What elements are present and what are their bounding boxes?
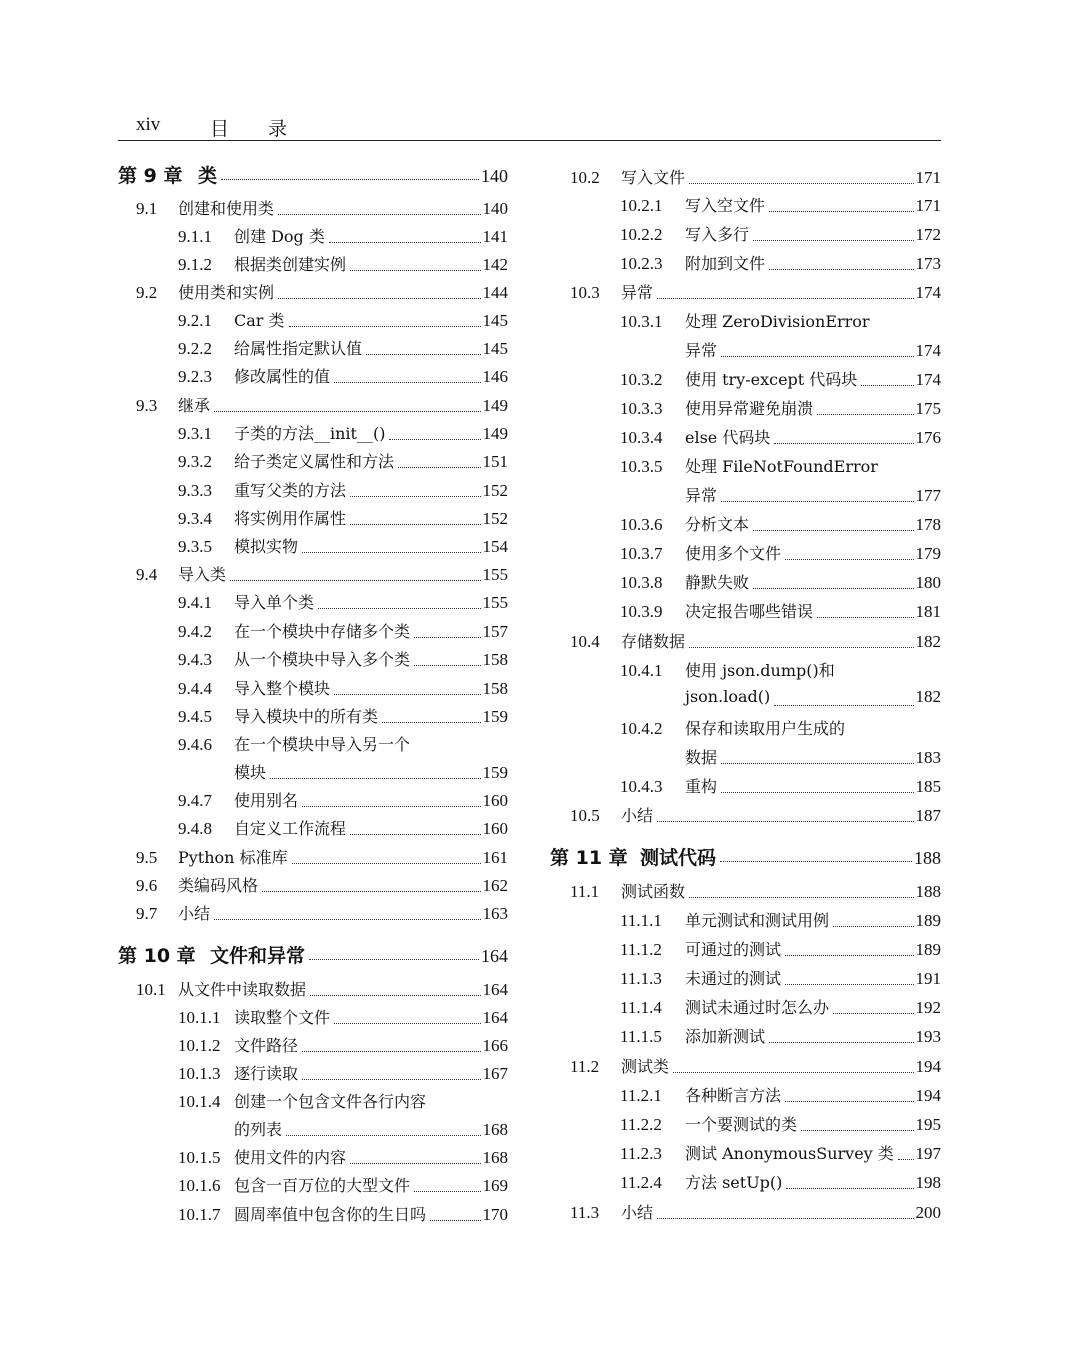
toc-page-number: 160 [482, 791, 508, 810]
toc-entry [620, 995, 941, 1023]
toc-title: 分析文本 [685, 515, 750, 534]
toc-number: 9.2.3 [178, 367, 212, 386]
toc-page-number: 154 [482, 537, 508, 556]
toc-number: 10.3 [570, 283, 600, 302]
dot-leader [801, 1129, 913, 1131]
toc-number: 10.3.1 [620, 312, 663, 331]
toc-title: 测试未通过时怎么办 [685, 998, 830, 1017]
toc-title: 未通过的测试 [685, 969, 782, 988]
toc-title: 保存和读取用户生成的 [685, 719, 846, 738]
toc-title: 使用文件的内容 [234, 1148, 347, 1167]
toc-title: 写入文件 [621, 168, 686, 187]
toc-page-number: 164 [481, 946, 508, 966]
toc-number: 10.3.9 [620, 602, 663, 621]
toc-entry [570, 879, 941, 907]
toc-number: 第 9 章 [118, 165, 183, 187]
toc-title: 继承 [178, 396, 211, 415]
toc-page-number: 145 [482, 339, 508, 358]
toc-entry [620, 512, 941, 540]
toc-title: 各种断言方法 [685, 1086, 782, 1105]
dot-leader [657, 1217, 913, 1219]
toc-number: 9.4.3 [178, 650, 212, 669]
toc-entry [620, 367, 941, 395]
toc-title: 读取整个文件 [234, 1008, 331, 1027]
toc-number: 11.1.5 [620, 1027, 662, 1046]
toc-page-number: 146 [482, 367, 508, 386]
dot-leader [785, 1100, 913, 1102]
toc-page-number: 155 [482, 565, 508, 584]
dot-leader [657, 297, 913, 299]
dot-leader [774, 704, 913, 706]
toc-title: Python 标准库 [178, 848, 288, 867]
toc-title: 重构 [685, 777, 718, 796]
toc-number: 10.5 [570, 806, 600, 825]
toc-page-number: 200 [915, 1203, 941, 1222]
toc-entry [620, 716, 941, 744]
toc-number: 11.1 [570, 882, 600, 901]
toc-entry [620, 570, 941, 598]
toc-number: 11.2.1 [620, 1086, 662, 1105]
toc-number: 9.4.4 [178, 679, 212, 698]
toc-page-number: 192 [915, 998, 941, 1017]
toc-title: 数据 [685, 748, 718, 767]
toc-page-number: 191 [915, 969, 941, 988]
toc-number: 9.2.2 [178, 339, 212, 358]
toc-page-number: 158 [482, 650, 508, 669]
toc-title: 异常 [685, 341, 718, 360]
toc-title: 文件路径 [234, 1036, 299, 1055]
toc-page-number: 160 [482, 819, 508, 838]
toc-title: Car 类 [234, 311, 285, 330]
toc-number: 9.4.1 [178, 593, 212, 612]
toc-number: 10.4.2 [620, 719, 663, 738]
toc-page-number: 193 [915, 1027, 941, 1046]
toc-number: 10.4.1 [620, 661, 663, 680]
toc-entry [620, 1170, 941, 1198]
toc-title: 类 [198, 165, 218, 187]
dot-leader [430, 1219, 480, 1221]
toc-page-number: 174 [915, 370, 941, 389]
dot-leader [769, 1041, 913, 1043]
toc-title: 使用异常避免崩溃 [685, 399, 814, 418]
toc-entry [620, 908, 941, 936]
page-number: xiv [136, 114, 161, 135]
toc-number: 11.1.4 [620, 998, 662, 1017]
toc-title: 测试函数 [621, 882, 686, 901]
toc-title: 圆周率值中包含你的生日吗 [234, 1205, 427, 1224]
toc-title: 小结 [621, 806, 654, 825]
toc-entry [620, 599, 941, 627]
header-title-char-2: 录 [268, 119, 288, 140]
toc-number: 9.3 [136, 396, 158, 415]
dot-leader [769, 268, 913, 270]
dot-leader [689, 646, 913, 648]
toc-page-number: 151 [482, 452, 508, 471]
toc-title: 测试 AnonymousSurvey 类 [685, 1144, 894, 1163]
dot-leader [833, 1012, 913, 1014]
toc-number: 9.6 [136, 876, 158, 895]
toc-number: 9.3.4 [178, 509, 212, 528]
toc-title: 类编码风格 [178, 876, 259, 895]
toc-chapter-entry [550, 843, 941, 871]
toc-title: 文件和异常 [210, 945, 306, 967]
toc-page-number: 167 [482, 1064, 508, 1083]
dot-leader [785, 983, 913, 985]
toc-title: 写入多行 [685, 225, 750, 244]
toc-page-number: 161 [482, 848, 508, 867]
toc-title: 存储数据 [621, 632, 686, 651]
toc-page-number: 169 [482, 1176, 508, 1195]
dot-leader [753, 587, 913, 589]
toc-page-number: 182 [915, 687, 941, 706]
dot-leader [774, 442, 913, 444]
toc-page-number: 164 [482, 1008, 508, 1027]
toc-page-number: 189 [915, 911, 941, 930]
toc-page-number: 194 [915, 1057, 941, 1076]
toc-page-number: 178 [915, 515, 941, 534]
dot-leader [833, 925, 913, 927]
dot-leader [721, 762, 913, 764]
toc-title: 可通过的测试 [685, 940, 782, 959]
toc-page-number: 188 [914, 848, 941, 868]
toc-page-number: 174 [915, 283, 941, 302]
toc-page-number: 177 [915, 486, 941, 505]
dot-leader [657, 820, 913, 822]
toc-title: 使用多个文件 [685, 544, 782, 563]
toc-entry [570, 165, 941, 193]
toc-number: 9.2 [136, 283, 158, 302]
toc-number: 11.1.1 [620, 911, 662, 930]
toc-entry [620, 1141, 941, 1169]
toc-entry [620, 425, 941, 453]
toc-page-number: 140 [482, 199, 508, 218]
toc-page-number: 163 [482, 904, 508, 923]
toc-title: 模拟实物 [234, 537, 299, 556]
toc-page-number: 194 [915, 1086, 941, 1105]
toc-page-number: 172 [915, 225, 941, 244]
toc-title: json.load() [685, 687, 771, 706]
toc-number: 10.1.2 [178, 1036, 221, 1055]
toc-title: 使用类和实例 [178, 283, 275, 302]
toc-entry [620, 658, 941, 686]
toc-number: 10.1.6 [178, 1176, 221, 1195]
toc-entry-continuation [685, 338, 941, 366]
toc-entry-continuation [685, 483, 941, 511]
toc-entry [620, 1083, 941, 1111]
toc-title: 测试代码 [640, 847, 717, 869]
toc-page-number: 141 [482, 227, 508, 246]
dot-leader [785, 954, 913, 956]
toc-number: 10.1.1 [178, 1008, 221, 1027]
toc-title: 附加到文件 [685, 254, 766, 273]
toc-title: 重写父类的方法 [234, 481, 347, 500]
toc-number: 9.4.5 [178, 707, 212, 726]
toc-entry [620, 309, 941, 337]
toc-title: 决定报告哪些错误 [685, 602, 814, 621]
toc-title: 添加新测试 [685, 1027, 766, 1046]
toc-page-number: 140 [481, 166, 508, 186]
toc-page-number: 168 [482, 1148, 508, 1167]
toc-entry [620, 541, 941, 569]
toc-number: 9.3.2 [178, 452, 212, 471]
toc-title: 根据类创建实例 [234, 255, 347, 274]
toc-number: 11.3 [570, 1203, 600, 1222]
toc-page-number: 182 [915, 632, 941, 651]
toc-page-number: 164 [482, 980, 508, 999]
toc-number: 10.3.7 [620, 544, 663, 563]
toc-title: 模块 [234, 763, 267, 782]
toc-number: 9.4.8 [178, 819, 212, 838]
toc-entry [620, 222, 941, 250]
toc-number: 10.3.4 [620, 428, 663, 447]
toc-title: 使用 json.dump()和 [685, 661, 835, 680]
dot-leader [689, 182, 913, 184]
toc-title: else 代码块 [685, 428, 771, 447]
toc-number: 9.2.1 [178, 311, 212, 330]
toc-number: 10.2.1 [620, 196, 663, 215]
toc-entry [620, 966, 941, 994]
toc-number: 10.2.3 [620, 254, 663, 273]
toc-number: 9.1 [136, 199, 158, 218]
toc-number: 11.2.2 [620, 1115, 662, 1134]
toc-page-number: 170 [482, 1205, 508, 1224]
toc-page-number: 185 [915, 777, 941, 796]
toc-title: 在一个模块中存储多个类 [234, 622, 411, 641]
toc-title: 导入整个模块 [234, 679, 331, 698]
toc-page-number: 158 [482, 679, 508, 698]
toc-page-number: 159 [482, 763, 508, 782]
dot-leader [753, 239, 913, 241]
toc-title: 创建 Dog 类 [234, 227, 325, 246]
toc-title: 小结 [621, 1203, 654, 1222]
toc-page-number: 174 [915, 341, 941, 360]
toc-title: 方法 setUp() [685, 1173, 783, 1192]
toc-number: 10.4 [570, 632, 600, 651]
toc-entry [570, 629, 941, 657]
toc-page-number: 179 [915, 544, 941, 563]
toc-entry [620, 454, 941, 482]
toc-title: 的列表 [234, 1120, 283, 1139]
dot-leader [414, 664, 480, 666]
toc-title: 处理 FileNotFoundError [685, 457, 878, 476]
toc-page-number: 166 [482, 1036, 508, 1055]
dot-leader [817, 616, 913, 618]
toc-number: 10.1.7 [178, 1205, 221, 1224]
toc-entry [620, 251, 941, 279]
toc-number: 9.1.1 [178, 227, 212, 246]
toc-number: 9.3.1 [178, 424, 212, 443]
toc-entry [620, 1112, 941, 1140]
toc-page-number: 149 [482, 424, 508, 443]
toc-number: 11.2.4 [620, 1173, 662, 1192]
toc-page-number: 159 [482, 707, 508, 726]
toc-entry [620, 396, 941, 424]
toc-page-number: 189 [915, 940, 941, 959]
dot-leader [861, 384, 913, 386]
toc-page-number: 157 [482, 622, 508, 641]
toc-title: 测试类 [621, 1057, 670, 1076]
toc-entry [620, 937, 941, 965]
toc-number: 10.3.8 [620, 573, 663, 592]
header-title-char-1: 目 [210, 119, 230, 140]
toc-number: 10.3.3 [620, 399, 663, 418]
toc-title: 给子类定义属性和方法 [234, 452, 395, 471]
toc-title: 子类的方法__init__() [234, 424, 386, 443]
toc-page-number: 180 [915, 573, 941, 592]
toc-title: 导入类 [178, 565, 227, 584]
toc-page-number: 155 [482, 593, 508, 612]
toc-page-number: 152 [482, 509, 508, 528]
toc-page-number: 149 [482, 396, 508, 415]
toc-title: 将实例用作属性 [234, 509, 347, 528]
toc-entry [620, 193, 941, 221]
toc-title: 单元测试和测试用例 [685, 911, 830, 930]
toc-number: 9.7 [136, 904, 158, 923]
toc-number: 10.2.2 [620, 225, 663, 244]
toc-number: 10.4.3 [620, 777, 663, 796]
toc-number: 10.1.4 [178, 1092, 221, 1111]
toc-title: 异常 [621, 283, 654, 302]
dot-leader [720, 860, 912, 862]
dot-leader [721, 791, 913, 793]
toc-page-number: 195 [915, 1115, 941, 1134]
toc-page-number: 173 [915, 254, 941, 273]
dot-leader [721, 355, 913, 357]
toc-number: 11.1.3 [620, 969, 662, 988]
toc-page-number: 152 [482, 481, 508, 500]
toc-number: 第 10 章 [118, 945, 196, 967]
toc-page-number: 144 [482, 283, 508, 302]
toc-title: 创建一个包含文件各行内容 [234, 1092, 427, 1111]
dot-leader [389, 438, 480, 440]
toc-number: 9.4.7 [178, 791, 212, 810]
dot-leader [753, 529, 913, 531]
toc-number: 9.4.6 [178, 735, 212, 754]
toc-title: 小结 [178, 904, 211, 923]
toc-number: 10.3.5 [620, 457, 663, 476]
dot-leader [689, 896, 913, 898]
toc-title: 逐行读取 [234, 1064, 299, 1083]
toc-entry [570, 280, 941, 308]
toc-page-number: 188 [915, 882, 941, 901]
dot-leader [398, 466, 480, 468]
dot-leader [414, 1190, 480, 1192]
toc-number: 9.4 [136, 565, 158, 584]
toc-title: 创建和使用类 [178, 199, 275, 218]
toc-page-number: 142 [482, 255, 508, 274]
toc-page-number: 183 [915, 748, 941, 767]
toc-title: 写入空文件 [685, 196, 766, 215]
dot-leader [817, 413, 913, 415]
toc-page-number: 197 [915, 1144, 941, 1163]
toc-number: 9.1.2 [178, 255, 212, 274]
toc-entry-continuation [685, 687, 941, 715]
toc-number: 11.2.3 [620, 1144, 662, 1163]
toc-title: 包含一百万位的大型文件 [234, 1176, 411, 1195]
toc-title: 处理 ZeroDivisionError [685, 312, 870, 331]
toc-title: 使用 try-except 代码块 [685, 370, 858, 389]
toc-page-number: 176 [915, 428, 941, 447]
dot-leader [786, 1187, 913, 1189]
toc-title: 一个要测试的类 [685, 1115, 798, 1134]
toc-number: 9.3.3 [178, 481, 212, 500]
toc-title: 自定义工作流程 [234, 819, 347, 838]
toc-number: 9.3.5 [178, 537, 212, 556]
toc-title: 从一个模块中导入多个类 [234, 650, 411, 669]
toc-page-number: 198 [915, 1173, 941, 1192]
toc-title: 导入单个类 [234, 593, 315, 612]
toc-page-number: 171 [915, 196, 941, 215]
toc-number: 9.4.2 [178, 622, 212, 641]
toc-number: 10.1 [136, 980, 166, 999]
toc-page-number: 175 [915, 399, 941, 418]
toc-entry [570, 1054, 941, 1082]
dot-leader [769, 210, 913, 212]
toc-page-number: 187 [915, 806, 941, 825]
toc-title: 静默失败 [685, 573, 750, 592]
toc-number: 10.3.2 [620, 370, 663, 389]
toc-number: 11.2 [570, 1057, 600, 1076]
dot-leader [785, 558, 913, 560]
dot-leader [898, 1158, 914, 1160]
toc-title: 异常 [685, 486, 718, 505]
toc-number: 第 11 章 [550, 847, 628, 869]
toc-entry [620, 774, 941, 802]
toc-number: 10.1.3 [178, 1064, 221, 1083]
toc-title: 使用别名 [234, 791, 299, 810]
toc-entry [620, 1024, 941, 1052]
toc-title: 导入模块中的所有类 [234, 707, 379, 726]
toc-number: 10.3.6 [620, 515, 663, 534]
toc-page-number: 171 [915, 168, 941, 187]
dot-leader [673, 1071, 913, 1073]
dot-leader [414, 636, 480, 638]
toc-title: 在一个模块中导入另一个 [234, 735, 411, 754]
toc-page-number: 181 [915, 602, 941, 621]
toc-page-number: 145 [482, 311, 508, 330]
toc-number: 10.2 [570, 168, 600, 187]
toc-title: 修改属性的值 [234, 367, 331, 386]
toc-title: 给属性指定默认值 [234, 339, 363, 358]
toc-number: 9.5 [136, 848, 158, 867]
toc-entry [570, 1200, 941, 1228]
toc-entry [570, 803, 941, 831]
toc-number: 10.1.5 [178, 1148, 221, 1167]
toc-number: 11.1.2 [620, 940, 662, 959]
toc-page-number: 162 [482, 876, 508, 895]
toc-page-number: 168 [482, 1120, 508, 1139]
toc-title: 从文件中读取数据 [178, 980, 307, 999]
toc-entry-continuation [685, 745, 941, 773]
dot-leader [721, 500, 913, 502]
